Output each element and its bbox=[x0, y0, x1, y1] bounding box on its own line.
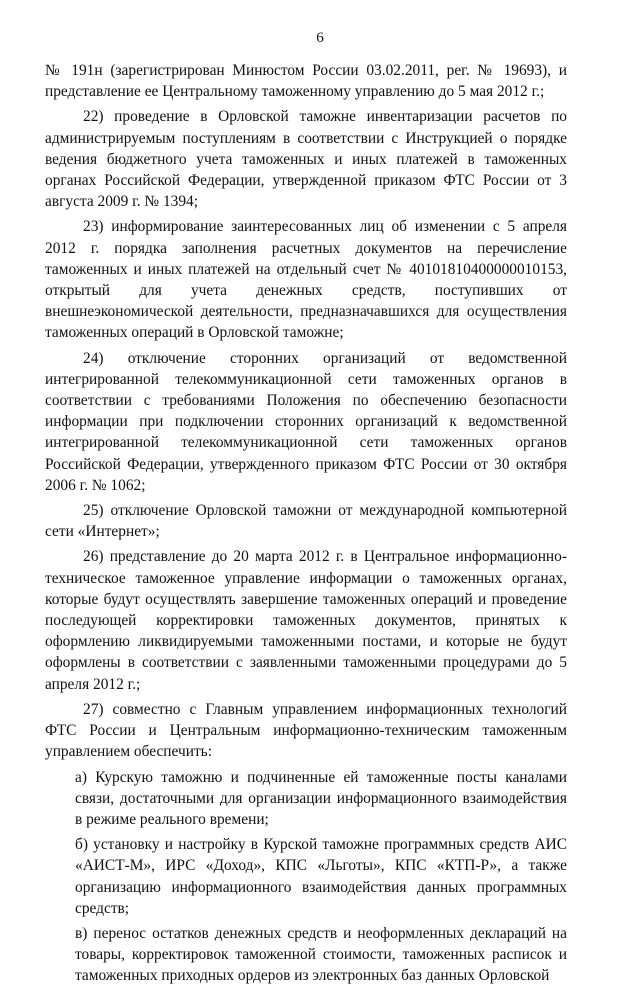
subitem-b: б) установку и настройку в Курской таможне программных средств АИС «АИСТ-М», ИРС «Доход», КПС «Льготы», КПС «КТП-Р», а также организацию информационного взаимодействия данных программных средств; bbox=[75, 836, 567, 917]
paragraph-item-24: 24) отключение сторонних организаций от ведомственной интегрированной телекоммуникационной сети таможенных органов в соответствии с требованиями Положения по обеспечению безопасности информации при подключении сторонних организаций к ведомственной интегрированной телекоммуникационной сети таможенных органов Российской Федерации, утвержденного приказом ФТС России от 30 октября 2006 г. № 1062; bbox=[45, 349, 567, 494]
paragraph-item-27: 27) совместно с Главным управлением информационных технологий ФТС России и Центральным информационно-техническим таможенным управлением обеспечить: bbox=[45, 700, 567, 761]
paragraph-item-22: 22) проведение в Орловской таможне инвентаризации расчетов по администрируемым поступлениям в соответствии с Инструкцией о порядке ведения бюджетного учета таможенных и иных платежей в таможенных органах Российской Федерации, утвержденной приказом ФТС России от 3 августа 2009 г. № 1394; bbox=[45, 108, 567, 211]
paragraph-item-23: 23) информирование заинтересованных лиц об изменении с 5 апреля 2012 г. порядка заполнения расчетных документов на перечисление таможенных и иных платежей на отдельный счет № 40101810400000010153, открытый для учета денежных средств, поступивших от внешнеэкономической деятельности, предназначавшихся для осуществления таможенных операций в Орловской таможне; bbox=[45, 218, 567, 342]
subitem-v: в) перенос остатков денежных средств и неоформленных деклараций на товары, корректировок таможенной стоимости, таможенных расписок и таможенных приходных ордеров из электронных баз данных Орловской bbox=[75, 924, 567, 985]
paragraph-item-26: 26) представление до 20 марта 2012 г. в Центральное информационно-техническое таможенное управление информации о таможенных органах, которые будут осуществлять завершение таможенных операций и проведение последующей корректировки таможенных документов, принятых к оформлению ликвидируемыми таможенными постами, и которые не будут оформлены в соответствии с заявленными таможенными процедурами до 5 апреля 2012 г.; bbox=[45, 548, 567, 693]
paragraph-continuation: № 191н (зарегистрирован Минюстом России 03.02.2011, рег. № 19693), и представление ее Центральному таможенному управлению до 5 мая 2012 г.; bbox=[45, 62, 567, 101]
paragraph-item-25: 25) отключение Орловской таможни от международной компьютерной сети «Интернет»; bbox=[45, 502, 567, 541]
subitem-a: а) Курскую таможню и подчиненные ей таможенные посты каналами связи, достаточными для организации информационного взаимодействия в режиме реального времени; bbox=[75, 768, 567, 828]
document-body bbox=[45, 60, 567, 991]
page-number: 6 bbox=[316, 30, 324, 46]
